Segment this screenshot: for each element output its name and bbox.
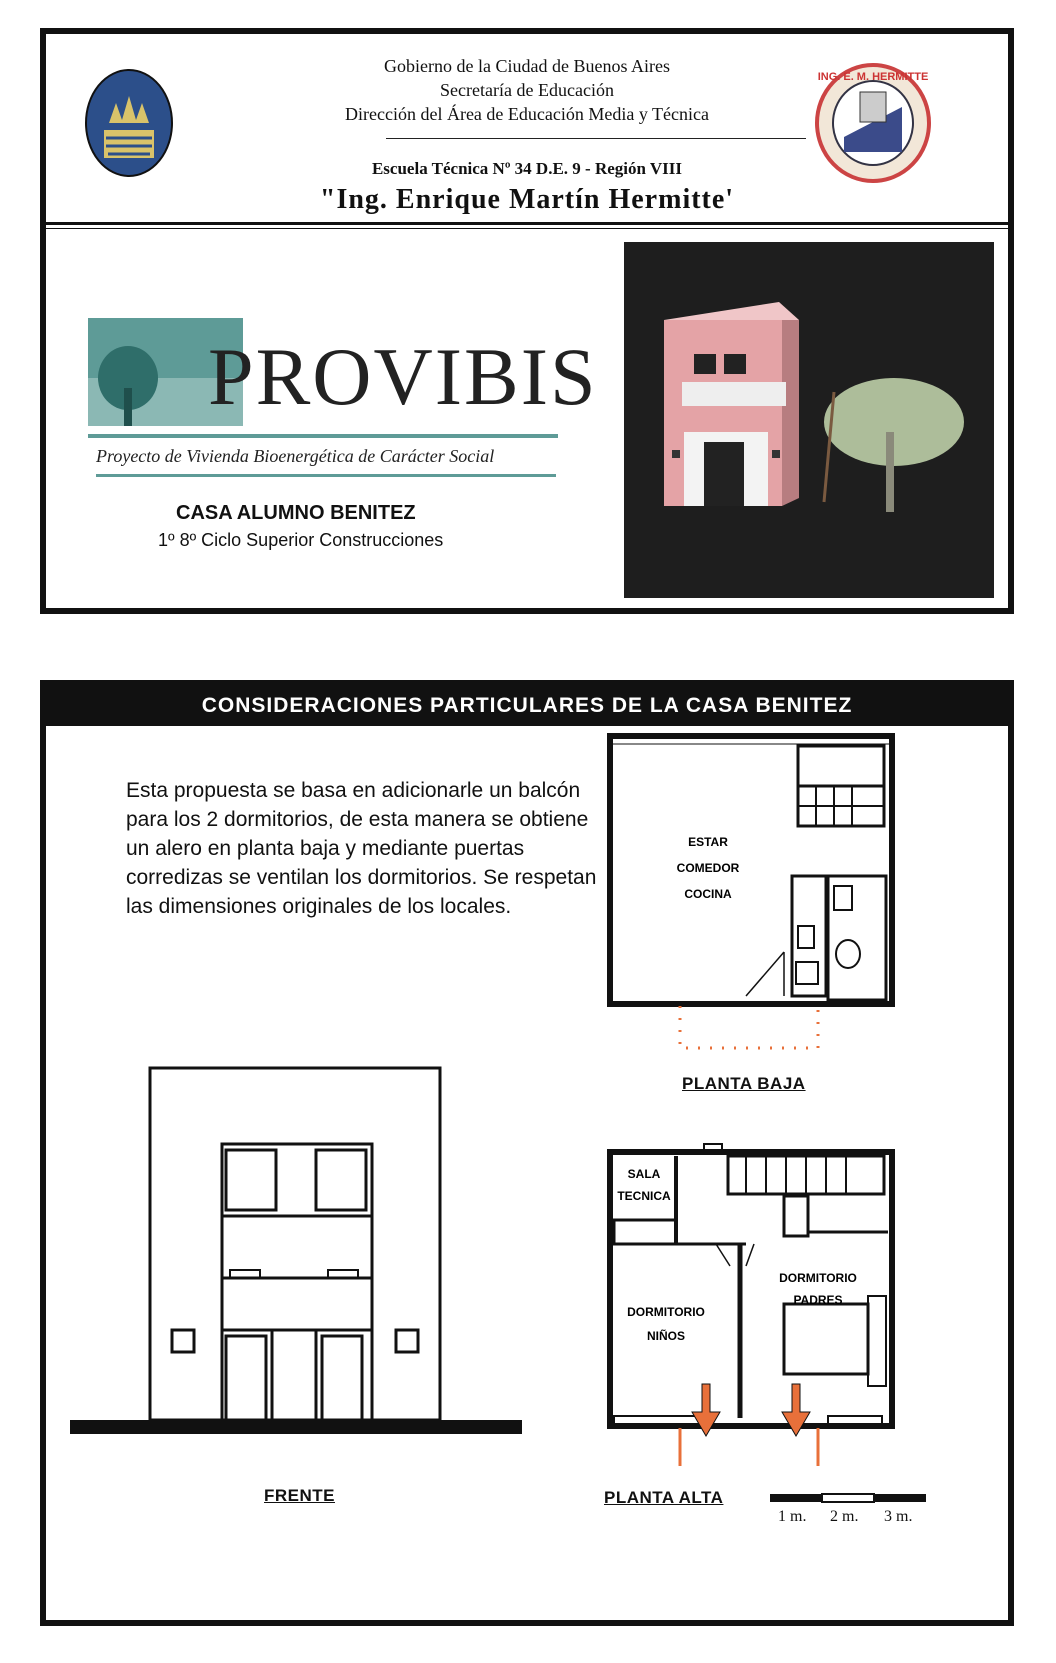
- school-name: "Ing. Enrique Martín Hermitte': [319, 184, 735, 215]
- ground-floor-plan: [596, 726, 936, 1066]
- house-model-photo: [624, 242, 994, 598]
- upper-floor-plan: [596, 1136, 936, 1466]
- provibis-logo: [88, 318, 598, 504]
- front-elevation-title: FRENTE: [264, 1486, 335, 1505]
- scale-label: 1 m.: [778, 1508, 807, 1525]
- seal-text: ING. E. M. HERMITTE: [817, 71, 929, 83]
- government-line: Gobierno de la Ciudad de Buenos Aires: [384, 56, 670, 76]
- logo-subtitle: Proyecto de Vivienda Bioenergética de Carácter Social: [96, 446, 495, 466]
- description-text: Esta propuesta se basa en adicionarle un balcón para los 2 dormitorios, de esta manera se obtiene un alero en planta baja y mediante puertas corredizas se ventilan los dormitorios. Se respetan las dimensiones originales de los locales.: [126, 779, 597, 918]
- header-rule: [46, 222, 1008, 225]
- logo-rule-bottom: [96, 474, 556, 477]
- scale-bar: [770, 1492, 930, 1504]
- room-label: COCINA: [684, 887, 732, 901]
- considerations-panel: [40, 680, 1014, 1626]
- direction-line: Dirección del Área de Educación Media y Técnica: [345, 104, 709, 124]
- header-rule-thin: [46, 228, 1008, 229]
- scale-label: 2 m.: [830, 1508, 859, 1525]
- padres-label: PADRES: [793, 1293, 843, 1307]
- school-line: Escuela Técnica Nº 34 D.E. 9 - Región VIII: [371, 159, 683, 178]
- dorm-padres-label: DORMITORIO: [779, 1271, 857, 1285]
- house-model-image: [624, 242, 994, 598]
- upper-floor-title: PLANTA ALTA: [604, 1488, 724, 1507]
- room-label: ESTAR: [688, 835, 728, 849]
- logo-rule: [88, 434, 558, 438]
- scale-label: 3 m.: [884, 1508, 913, 1525]
- house-title: CASA ALUMNO BENITEZ: [176, 502, 416, 524]
- room-label: COMEDOR: [676, 861, 740, 875]
- sala-label: SALA: [627, 1167, 661, 1181]
- ninos-label: NIÑOS: [646, 1329, 686, 1343]
- considerations-title: CONSIDERACIONES PARTICULARES DE LA CASA BENITEZ: [46, 686, 1008, 726]
- tecnica-label: TECNICA: [617, 1189, 671, 1203]
- secretariat-line: Secretaría de Educación: [440, 80, 614, 100]
- header-panel: [40, 28, 1014, 614]
- ground-floor-title: PLANTA BAJA: [682, 1074, 806, 1093]
- front-elevation: [66, 1066, 556, 1466]
- logo-text: PROVIBIS: [208, 331, 598, 422]
- course-line: 1º 8º Ciclo Superior Construcciones: [158, 530, 444, 550]
- dorm-ninos-label: DORMITORIO: [627, 1305, 705, 1319]
- header-divider: [386, 138, 806, 139]
